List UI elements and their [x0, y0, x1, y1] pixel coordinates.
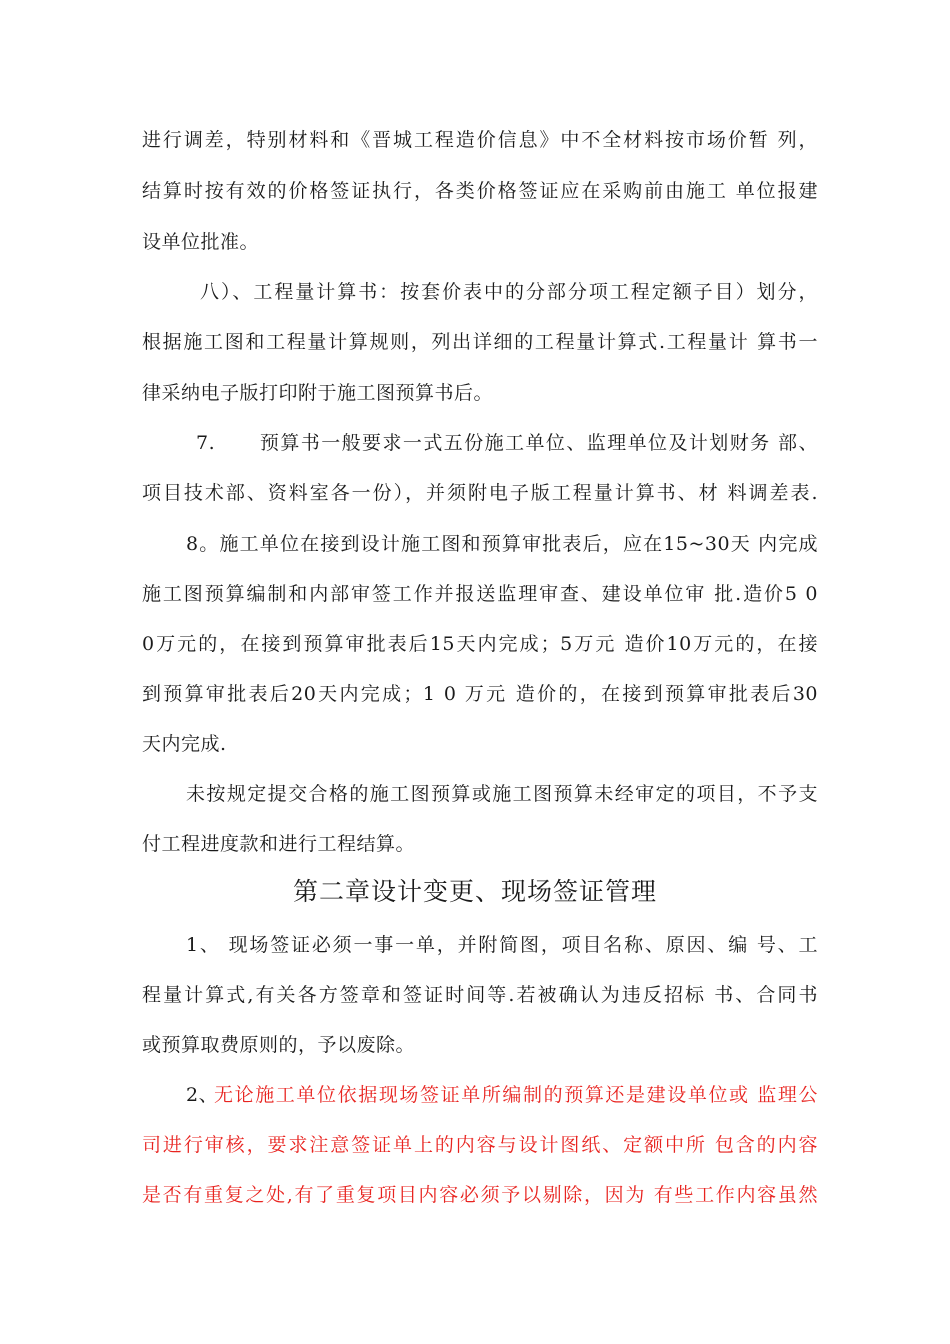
paragraph-line: 天内完成.	[142, 733, 227, 755]
paragraph-line: 程量计算式,有关各方签章和签证时间等.若被确认为违反招标 书、合同书	[142, 984, 818, 1006]
chapter-heading: 第二章设计变更、现场签证管理	[292, 877, 657, 906]
paragraph-line: 律采纳电子版打印附于施工图预算书后。	[142, 382, 494, 404]
paragraph-line: 八）、工程量计算书：按套价表中的分部分项工程定额子目）划分，	[200, 281, 818, 303]
paragraph-line: 0万元的，在接到预算审批表后15天内完成；5万元 造价10万元的，在接	[142, 633, 818, 655]
paragraph-line: 未按规定提交合格的施工图预算或施工图预算未经审定的项目，不予支	[186, 783, 818, 805]
paragraph-line: 7. 预算书一般要求一式五份施工单位、监理单位及计划财务 部、	[196, 432, 818, 454]
paragraph-line: 项目技术部、资料室各一份），并须附电子版工程量计算书、材 料调差表.	[142, 482, 818, 504]
paragraph-line: 付工程进度款和进行工程结算。	[142, 833, 416, 855]
list-number: 2、	[186, 1084, 219, 1106]
highlighted-line: 无论施工单位依据现场签证单所编制的预算还是建设单位或 监理公	[214, 1084, 818, 1106]
paragraph-line: 到预算审批表后20天内完成；1 0 万元 造价的，在接到预算审批表后30	[142, 683, 818, 705]
highlighted-line: 司进行审核，要求注意签证单上的内容与设计图纸、定额中所 包含的内容	[142, 1134, 818, 1156]
paragraph-line: 或预算取费原则的，予以废除。	[142, 1034, 416, 1056]
paragraph-line: 结算时按有效的价格签证执行，各类价格签证应在采购前由施工 单位报建	[142, 180, 818, 202]
paragraph-line: 根据施工图和工程量计算规则，列出详细的工程量计算式.工程量计 算书一	[142, 331, 818, 353]
paragraph-line: 进行调差，特别材料和《晋城工程造价信息》中不全材料按市场价暂 列，	[142, 129, 818, 151]
paragraph-line: 8。施工单位在接到设计施工图和预算审批表后，应在15~30天 内完成	[186, 533, 818, 555]
paragraph-line: 设单位批准。	[142, 231, 260, 253]
highlighted-line: 是否有重复之处,有了重复项目内容必须予以剔除，因为 有些工作内容虽然	[142, 1184, 818, 1206]
paragraph-line: 施工图预算编制和内部审签工作并报送监理审查、建设单位审 批.造价5 0	[142, 583, 818, 605]
paragraph-line: 1、 现场签证必须一事一单，并附简图，项目名称、原因、编 号、工	[186, 934, 818, 956]
